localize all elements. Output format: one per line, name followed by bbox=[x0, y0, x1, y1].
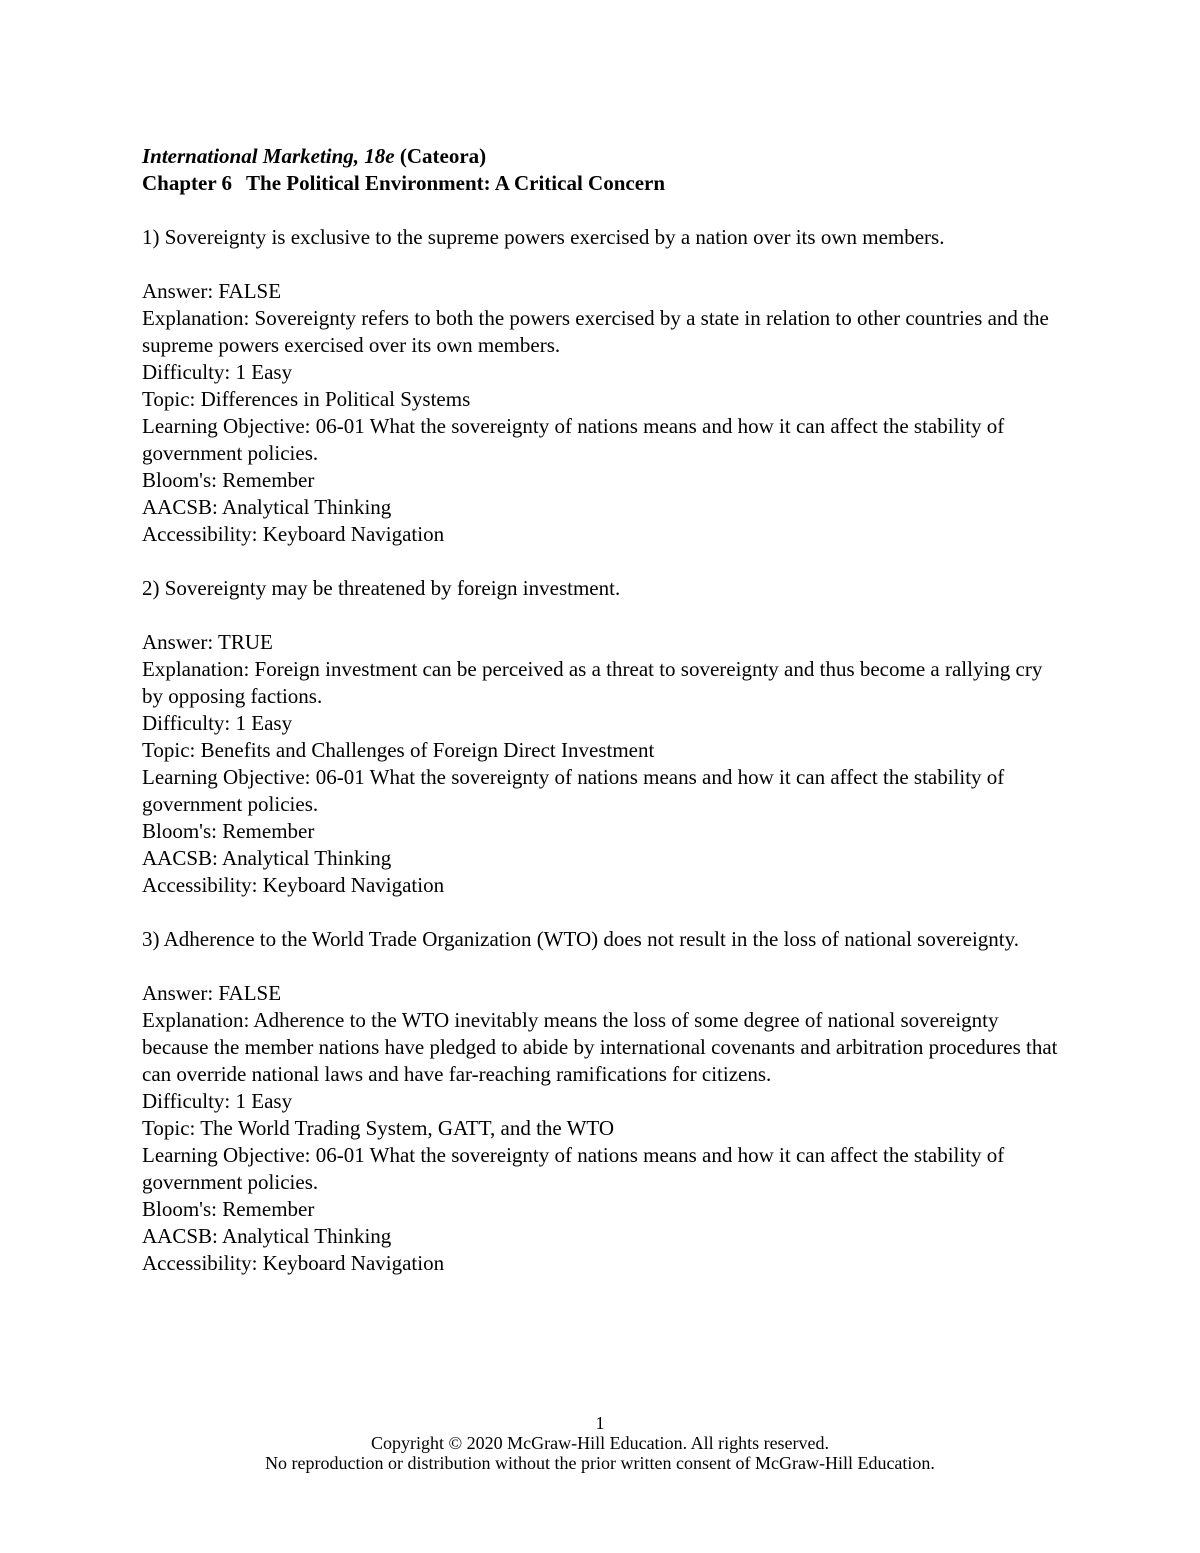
answer: Answer: TRUE bbox=[142, 630, 273, 654]
blooms: Bloom's: Remember bbox=[142, 1197, 315, 1221]
question-block bbox=[142, 926, 1062, 1277]
topic: Topic: Benefits and Challenges of Foreign Direct Investment bbox=[142, 738, 655, 762]
answer: Answer: FALSE bbox=[142, 279, 282, 303]
blooms: Bloom's: Remember bbox=[142, 819, 315, 843]
difficulty: Difficulty: 1 Easy bbox=[142, 360, 293, 384]
topic: Topic: The World Trading System, GATT, and the WTO bbox=[142, 1116, 615, 1140]
explanation: Explanation: Adherence to the WTO inevitably means the loss of some degree of national sovereignty because the member nations have pledged to abide by international covenants and arbitration procedures that can override national laws and have far-reaching ramifications for citizens. bbox=[142, 1008, 1058, 1086]
page-footer bbox=[0, 1413, 1200, 1473]
accessibility: Accessibility: Keyboard Navigation bbox=[142, 522, 445, 546]
question-block bbox=[142, 224, 1062, 548]
book-author: (Cateora) bbox=[399, 144, 487, 168]
book-title-line bbox=[142, 143, 1062, 170]
accessibility: Accessibility: Keyboard Navigation bbox=[142, 873, 445, 897]
book-title: International Marketing, 18e bbox=[142, 144, 395, 168]
learning-objective: Learning Objective: 06-01 What the sovereignty of nations means and how it can affect the stability of government policies. bbox=[142, 1143, 1005, 1194]
chapter-title: The Political Environment: A Critical Concern bbox=[246, 171, 666, 195]
answer-block bbox=[142, 629, 1062, 899]
blooms: Bloom's: Remember bbox=[142, 468, 315, 492]
answer: Answer: FALSE bbox=[142, 981, 282, 1005]
question-text: 2) Sovereignty may be threatened by foreign investment. bbox=[142, 576, 621, 600]
chapter-label: Chapter 6 bbox=[142, 171, 233, 195]
question-block bbox=[142, 575, 1062, 899]
accessibility: Accessibility: Keyboard Navigation bbox=[142, 1251, 445, 1275]
topic: Topic: Differences in Political Systems bbox=[142, 387, 471, 411]
question-text: 1) Sovereignty is exclusive to the supreme powers exercised by a nation over its own members. bbox=[142, 225, 945, 249]
chapter-heading bbox=[142, 170, 1062, 197]
page-content bbox=[142, 143, 1062, 1277]
reproduction-notice: No reproduction or distribution without the prior written consent of McGraw-Hill Education. bbox=[265, 1453, 935, 1473]
difficulty: Difficulty: 1 Easy bbox=[142, 1089, 293, 1113]
explanation: Explanation: Sovereignty refers to both the powers exercised by a state in relation to other countries and the supreme powers exercised over its own members. bbox=[142, 306, 1049, 357]
aacsb: AACSB: Analytical Thinking bbox=[142, 495, 392, 519]
explanation: Explanation: Foreign investment can be perceived as a threat to sovereignty and thus become a rallying cry by opposing factions. bbox=[142, 657, 1043, 708]
difficulty: Difficulty: 1 Easy bbox=[142, 711, 293, 735]
answer-block bbox=[142, 278, 1062, 548]
page-number: 1 bbox=[595, 1413, 605, 1433]
question-text: 3) Adherence to the World Trade Organization (WTO) does not result in the loss of national sovereignty. bbox=[142, 927, 1020, 951]
answer-block bbox=[142, 980, 1062, 1277]
aacsb: AACSB: Analytical Thinking bbox=[142, 1224, 392, 1248]
copyright-line: Copyright © 2020 McGraw-Hill Education. All rights reserved. bbox=[370, 1433, 830, 1453]
aacsb: AACSB: Analytical Thinking bbox=[142, 846, 392, 870]
learning-objective: Learning Objective: 06-01 What the sovereignty of nations means and how it can affect the stability of government policies. bbox=[142, 765, 1005, 816]
learning-objective: Learning Objective: 06-01 What the sovereignty of nations means and how it can affect the stability of government policies. bbox=[142, 414, 1005, 465]
